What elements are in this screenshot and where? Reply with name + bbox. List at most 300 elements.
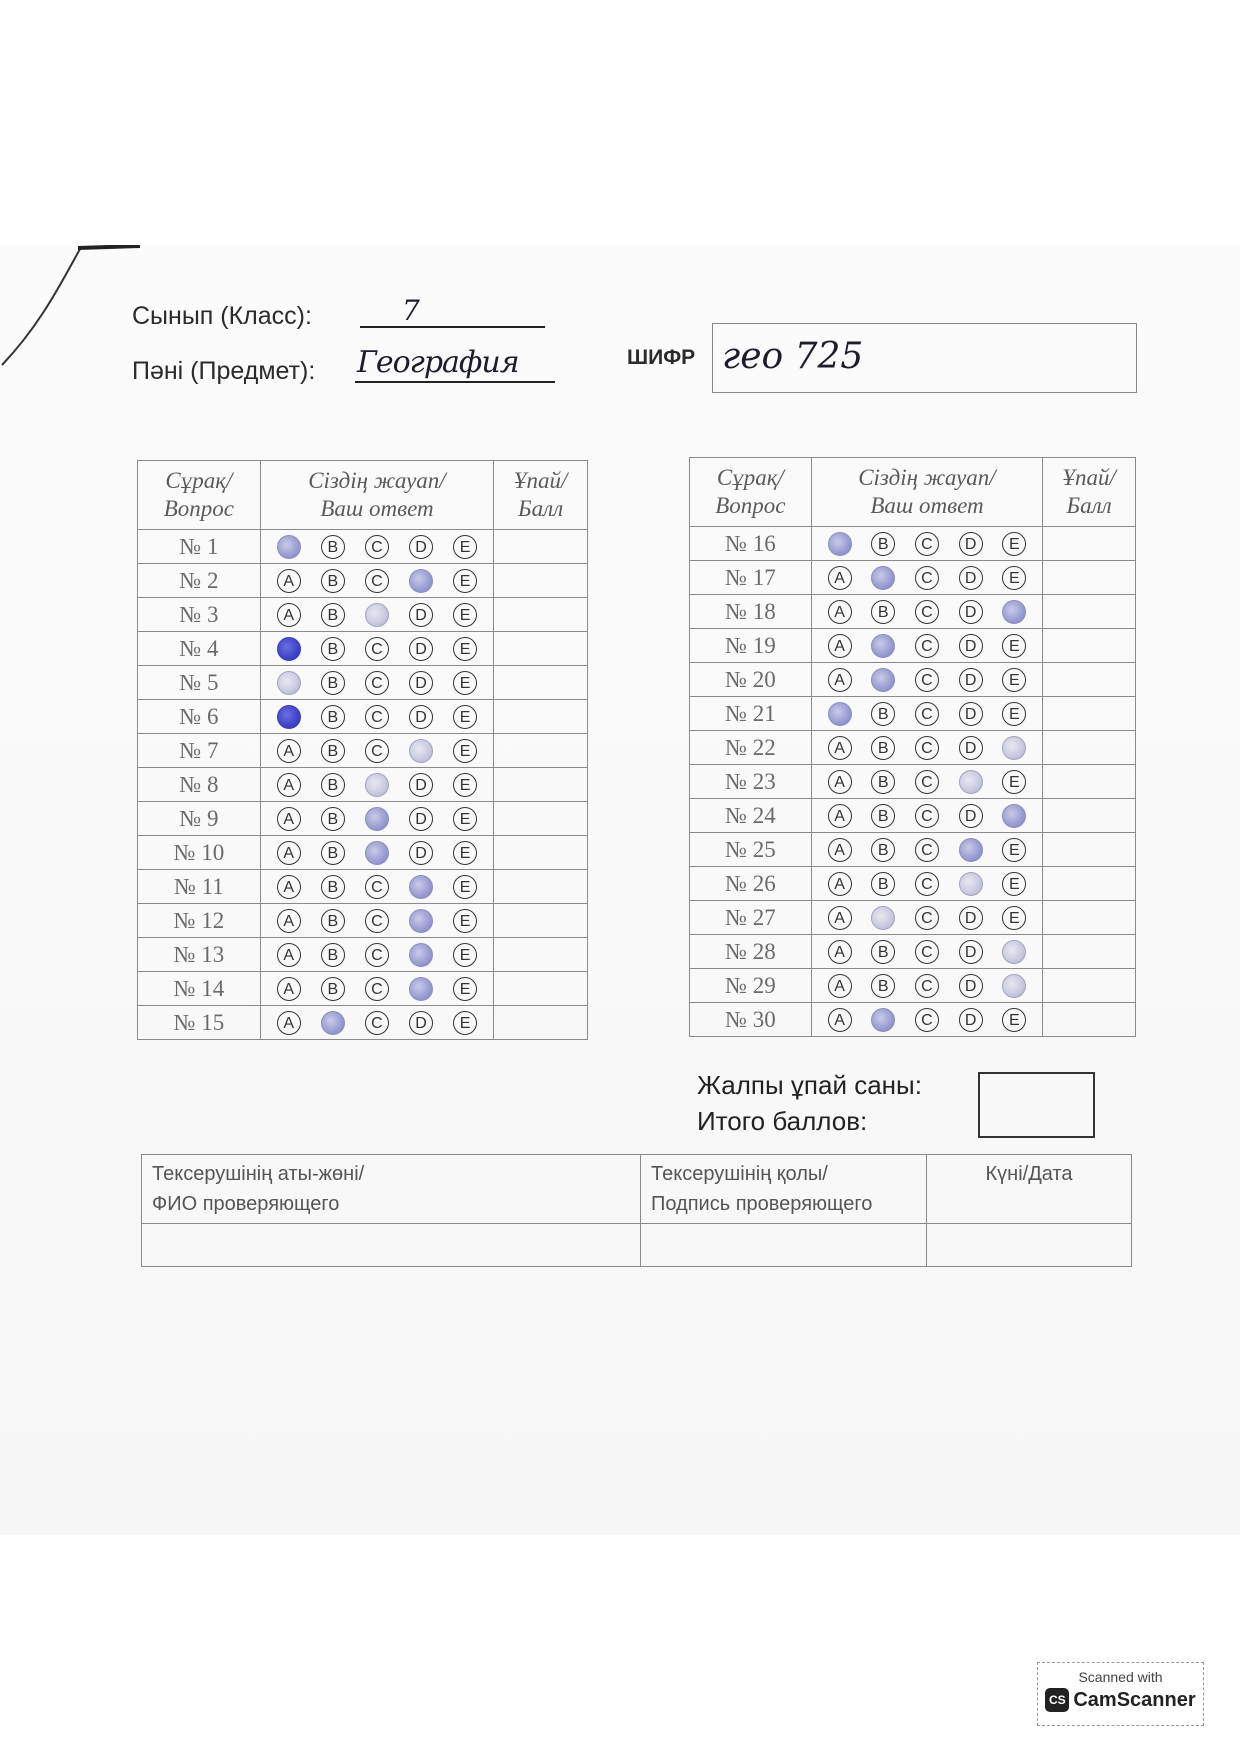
answer-options	[811, 663, 1042, 697]
score-column-header: Ұпай/ Балл	[494, 461, 588, 530]
answer-bubble-a[interactable]: A	[277, 909, 301, 933]
score-cell[interactable]	[1043, 833, 1136, 867]
answer-options	[811, 1003, 1042, 1037]
answer-bubble-e[interactable]: E	[1002, 770, 1026, 794]
answer-bubble-a[interactable]: A	[828, 974, 852, 998]
score-cell[interactable]	[1043, 561, 1136, 595]
answer-bubble-c[interactable]: C	[365, 1011, 389, 1035]
answer-bubble-b[interactable]: B	[321, 875, 345, 899]
table-row	[138, 802, 588, 836]
answer-bubble-c[interactable]: C	[915, 1008, 939, 1032]
answer-bubble-c[interactable]: C	[915, 770, 939, 794]
table-row	[690, 969, 1136, 1003]
question-number: № 22	[690, 731, 812, 765]
answer-bubble-a[interactable]: A	[828, 600, 852, 624]
answer-bubble-e[interactable]: E	[453, 705, 477, 729]
question-number: № 27	[690, 901, 812, 935]
table-row	[138, 870, 588, 904]
answer-bubble-b[interactable]: B	[321, 909, 345, 933]
question-number: № 17	[690, 561, 812, 595]
answer-bubble-e[interactable]: E	[453, 807, 477, 831]
answer-bubble-b[interactable]: B	[321, 943, 345, 967]
answer-bubble-b[interactable]: B	[321, 807, 345, 831]
checker-date-field[interactable]	[927, 1224, 1132, 1267]
table-row	[690, 561, 1136, 595]
table-header-row	[138, 461, 588, 530]
checker-signature-field[interactable]	[641, 1224, 927, 1267]
question-number: № 1	[138, 530, 261, 564]
answer-bubble-d[interactable]: D	[959, 804, 983, 828]
question-number: № 3	[138, 598, 261, 632]
cipher-value: гео 725	[722, 336, 864, 377]
answer-bubble-b[interactable]: B	[871, 770, 895, 794]
answer-bubble-c[interactable]: C	[365, 569, 389, 593]
question-column-header: Сұрақ/ Вопрос	[138, 461, 261, 530]
answer-bubble-d[interactable]: D	[959, 736, 983, 760]
answer-bubble-c[interactable]	[365, 603, 389, 627]
answer-bubble-b[interactable]: B	[321, 841, 345, 865]
answer-bubble-b[interactable]: B	[871, 872, 895, 896]
question-number: № 9	[138, 802, 261, 836]
answer-bubble-d[interactable]	[409, 977, 433, 1001]
score-cell[interactable]	[494, 904, 588, 938]
answer-options	[260, 836, 493, 870]
answer-bubble-e[interactable]: E	[1002, 668, 1026, 692]
answer-bubble-e[interactable]: E	[453, 977, 477, 1001]
answer-bubble-b[interactable]: B	[321, 569, 345, 593]
answer-bubble-e[interactable]	[1002, 600, 1026, 624]
answer-bubble-a[interactable]: A	[277, 977, 301, 1001]
answer-bubble-d[interactable]: D	[959, 566, 983, 590]
table-row	[138, 938, 588, 972]
score-cell[interactable]	[494, 938, 588, 972]
answer-bubble-e[interactable]: E	[453, 637, 477, 661]
answer-bubble-e[interactable]	[1002, 974, 1026, 998]
score-cell[interactable]	[494, 1006, 588, 1040]
total-label-ru: Итого баллов:	[697, 1106, 868, 1136]
answer-bubble-a[interactable]: A	[828, 566, 852, 590]
table-row	[690, 663, 1136, 697]
answer-bubble-a[interactable]: A	[828, 668, 852, 692]
question-number: № 19	[690, 629, 812, 663]
answer-bubble-e[interactable]: E	[1002, 566, 1026, 590]
answer-bubble-b[interactable]	[871, 668, 895, 692]
score-cell[interactable]	[1043, 935, 1136, 969]
answer-table-left	[137, 460, 588, 1040]
answer-bubble-e[interactable]: E	[453, 773, 477, 797]
answer-options	[811, 561, 1042, 595]
answer-bubble-e[interactable]: E	[1002, 838, 1026, 862]
answer-bubble-a[interactable]: A	[277, 569, 301, 593]
question-number: № 30	[690, 1003, 812, 1037]
answer-bubble-b[interactable]: B	[871, 702, 895, 726]
answer-bubble-a[interactable]	[828, 532, 852, 556]
answer-bubble-b[interactable]: B	[321, 739, 345, 763]
score-column-header: Ұпай/ Балл	[1043, 458, 1136, 527]
score-cell[interactable]	[494, 802, 588, 836]
score-cell[interactable]	[1043, 629, 1136, 663]
answer-bubble-b[interactable]: B	[871, 838, 895, 862]
score-cell[interactable]	[1043, 697, 1136, 731]
answer-options	[260, 564, 493, 598]
answer-bubble-d[interactable]: D	[959, 940, 983, 964]
answer-bubble-b[interactable]: B	[871, 940, 895, 964]
answer-bubble-a[interactable]	[277, 637, 301, 661]
answer-bubble-d[interactable]: D	[409, 705, 433, 729]
question-number: № 12	[138, 904, 261, 938]
answer-options	[811, 595, 1042, 629]
answer-bubble-e[interactable]: E	[1002, 702, 1026, 726]
answer-options	[260, 802, 493, 836]
score-cell[interactable]	[494, 700, 588, 734]
table-row	[690, 867, 1136, 901]
table-row	[138, 734, 588, 768]
answer-bubble-e[interactable]: E	[453, 671, 477, 695]
answer-bubble-e[interactable]	[1002, 940, 1026, 964]
table-row	[690, 799, 1136, 833]
table-row	[138, 768, 588, 802]
answer-bubble-c[interactable]: C	[915, 940, 939, 964]
answer-bubble-a[interactable]: A	[828, 770, 852, 794]
answer-bubble-a[interactable]	[828, 702, 852, 726]
answer-bubble-a[interactable]: A	[277, 739, 301, 763]
answer-bubble-b[interactable]: B	[321, 603, 345, 627]
answer-bubble-e[interactable]: E	[453, 739, 477, 763]
answer-bubble-c[interactable]: C	[915, 600, 939, 624]
table-row	[138, 836, 588, 870]
class-label: Сынып (Класс):	[132, 302, 312, 330]
subject-value: География	[357, 345, 519, 380]
answer-bubble-d[interactable]: D	[409, 637, 433, 661]
answer-bubble-d[interactable]: D	[409, 1011, 433, 1035]
table-row	[690, 1003, 1136, 1037]
score-cell[interactable]	[494, 768, 588, 802]
answer-bubble-e[interactable]: E	[453, 1011, 477, 1035]
question-number: № 14	[138, 972, 261, 1006]
answer-bubble-b[interactable]: B	[871, 804, 895, 828]
answer-bubble-a[interactable]: A	[277, 1011, 301, 1035]
answer-options	[260, 700, 493, 734]
answer-bubble-b[interactable]	[321, 1011, 345, 1035]
score-cell[interactable]	[494, 530, 588, 564]
answer-bubble-e[interactable]: E	[453, 943, 477, 967]
answer-bubble-c[interactable]: C	[365, 535, 389, 559]
answer-options	[811, 527, 1042, 561]
answer-bubble-a[interactable]: A	[828, 838, 852, 862]
answer-bubble-c[interactable]: C	[915, 634, 939, 658]
answer-bubble-c[interactable]: C	[365, 705, 389, 729]
answer-bubble-c[interactable]: C	[915, 804, 939, 828]
score-cell[interactable]	[494, 870, 588, 904]
answer-bubble-d[interactable]: D	[959, 1008, 983, 1032]
question-number: № 23	[690, 765, 812, 799]
answer-bubble-b[interactable]	[871, 1008, 895, 1032]
answer-bubble-a[interactable]: A	[277, 773, 301, 797]
table-row	[690, 765, 1136, 799]
answer-bubble-d[interactable]	[959, 770, 983, 794]
answer-bubble-d[interactable]	[409, 909, 433, 933]
answer-bubble-e[interactable]: E	[1002, 1008, 1026, 1032]
answer-options	[811, 697, 1042, 731]
table-row	[138, 564, 588, 598]
answer-bubble-a[interactable]	[277, 535, 301, 559]
table-row	[690, 697, 1136, 731]
checker-signature-header: Тексерушінің қолы/ Подпись проверяющего	[641, 1155, 927, 1224]
score-cell[interactable]	[1043, 799, 1136, 833]
answer-bubble-c[interactable]: C	[365, 875, 389, 899]
answer-options	[811, 731, 1042, 765]
answer-options	[811, 765, 1042, 799]
answer-bubble-d[interactable]: D	[409, 807, 433, 831]
question-number: № 2	[138, 564, 261, 598]
watermark-brand: CamScanner	[1073, 1688, 1196, 1711]
camscanner-watermark	[1037, 1662, 1204, 1726]
answer-bubble-d[interactable]: D	[959, 702, 983, 726]
answer-bubble-c[interactable]: C	[365, 977, 389, 1001]
question-number: № 16	[690, 527, 812, 561]
answer-bubble-a[interactable]: A	[828, 940, 852, 964]
score-cell[interactable]	[494, 564, 588, 598]
answer-bubble-c[interactable]: C	[365, 943, 389, 967]
table-row	[690, 833, 1136, 867]
answer-bubble-d[interactable]	[959, 872, 983, 896]
answer-bubble-a[interactable]: A	[828, 634, 852, 658]
question-number: № 26	[690, 867, 812, 901]
camscanner-logo-icon: CS	[1045, 1688, 1069, 1712]
answer-bubble-a[interactable]: A	[277, 943, 301, 967]
answer-options	[260, 632, 493, 666]
table-row	[138, 666, 588, 700]
answer-bubble-c[interactable]: C	[915, 566, 939, 590]
score-cell[interactable]	[494, 666, 588, 700]
answer-bubble-d[interactable]: D	[959, 600, 983, 624]
table-row	[138, 700, 588, 734]
question-number: № 20	[690, 663, 812, 697]
answer-bubble-c[interactable]: C	[915, 702, 939, 726]
answer-bubble-d[interactable]: D	[409, 535, 433, 559]
answer-options	[260, 598, 493, 632]
score-cell[interactable]	[1043, 969, 1136, 1003]
answer-bubble-d[interactable]: D	[409, 773, 433, 797]
question-number: № 10	[138, 836, 261, 870]
answer-bubble-c[interactable]	[365, 807, 389, 831]
subject-label: Пәні (Предмет):	[132, 357, 316, 385]
answer-bubble-a[interactable]: A	[828, 804, 852, 828]
score-cell[interactable]	[494, 972, 588, 1006]
answer-bubble-a[interactable]: A	[828, 736, 852, 760]
answer-bubble-e[interactable]: E	[1002, 634, 1026, 658]
question-number: № 13	[138, 938, 261, 972]
score-cell[interactable]	[1043, 1003, 1136, 1037]
answer-bubble-d[interactable]	[409, 875, 433, 899]
answer-bubble-d[interactable]	[959, 838, 983, 862]
watermark-text: Scanned with	[1078, 1669, 1163, 1685]
answer-bubble-b[interactable]	[871, 634, 895, 658]
question-number: № 6	[138, 700, 261, 734]
score-cell[interactable]	[1043, 595, 1136, 629]
answer-bubble-b[interactable]: B	[871, 736, 895, 760]
answer-bubble-b[interactable]	[871, 906, 895, 930]
table-row	[138, 1006, 588, 1040]
checker-name-field[interactable]	[142, 1224, 641, 1267]
table-row	[690, 935, 1136, 969]
score-cell[interactable]	[1043, 663, 1136, 697]
answer-bubble-e[interactable]: E	[453, 841, 477, 865]
answer-bubble-d[interactable]: D	[959, 668, 983, 692]
answer-bubble-e[interactable]	[1002, 736, 1026, 760]
checker-table	[141, 1154, 1132, 1267]
table-row	[138, 972, 588, 1006]
score-cell[interactable]	[494, 734, 588, 768]
answer-bubble-a[interactable]: A	[828, 906, 852, 930]
answer-bubble-c[interactable]	[365, 773, 389, 797]
answer-options	[260, 734, 493, 768]
answer-bubble-a[interactable]: A	[277, 807, 301, 831]
question-number: № 7	[138, 734, 261, 768]
table-row	[138, 598, 588, 632]
table-header-row	[690, 458, 1136, 527]
answer-options	[811, 969, 1042, 1003]
answer-bubble-c[interactable]: C	[915, 906, 939, 930]
answer-bubble-e[interactable]: E	[1002, 906, 1026, 930]
answer-bubble-c[interactable]: C	[915, 974, 939, 998]
checker-date-header: Күні/Дата	[927, 1155, 1132, 1224]
answer-bubble-d[interactable]: D	[959, 634, 983, 658]
question-number: № 24	[690, 799, 812, 833]
answer-bubble-b[interactable]: B	[871, 974, 895, 998]
answer-bubble-c[interactable]: C	[365, 671, 389, 695]
table-row	[690, 731, 1136, 765]
class-value: 7	[402, 294, 420, 327]
answer-bubble-b[interactable]	[871, 566, 895, 590]
answer-bubble-e[interactable]: E	[1002, 532, 1026, 556]
answer-options	[811, 935, 1042, 969]
table-row	[138, 530, 588, 564]
answer-options	[811, 901, 1042, 935]
answer-options	[260, 768, 493, 802]
answer-bubble-e[interactable]: E	[453, 909, 477, 933]
answer-bubble-c[interactable]: C	[915, 872, 939, 896]
answer-bubble-d[interactable]: D	[959, 974, 983, 998]
score-cell[interactable]	[1043, 527, 1136, 561]
cipher-label: ШИФР	[627, 346, 696, 369]
table-row	[690, 527, 1136, 561]
answer-bubble-b[interactable]: B	[871, 600, 895, 624]
answer-bubble-a[interactable]	[277, 705, 301, 729]
question-number: № 28	[690, 935, 812, 969]
answer-options	[260, 666, 493, 700]
score-cell[interactable]	[1043, 765, 1136, 799]
answer-bubble-e[interactable]: E	[453, 535, 477, 559]
question-number: № 11	[138, 870, 261, 904]
question-number: № 29	[690, 969, 812, 1003]
answer-column-header: Сіздің жауап/ Ваш ответ	[811, 458, 1042, 527]
answer-bubble-a[interactable]: A	[277, 603, 301, 627]
answer-bubble-c[interactable]: C	[365, 909, 389, 933]
answer-bubble-b[interactable]: B	[321, 705, 345, 729]
answer-options	[260, 1006, 493, 1040]
question-number: № 25	[690, 833, 812, 867]
score-cell[interactable]	[1043, 731, 1136, 765]
score-cell[interactable]	[1043, 901, 1136, 935]
answer-bubble-e[interactable]: E	[453, 875, 477, 899]
answer-bubble-b[interactable]: B	[321, 977, 345, 1001]
answer-bubble-b[interactable]: B	[321, 671, 345, 695]
answer-bubble-e[interactable]: E	[453, 569, 477, 593]
answer-bubble-c[interactable]	[365, 841, 389, 865]
answer-bubble-d[interactable]	[409, 569, 433, 593]
table-row	[690, 901, 1136, 935]
question-number: № 5	[138, 666, 261, 700]
answer-options	[260, 972, 493, 1006]
total-label-kz: Жалпы ұпай саны:	[697, 1070, 922, 1100]
question-number: № 4	[138, 632, 261, 666]
table-row	[138, 632, 588, 666]
answer-options	[811, 833, 1042, 867]
table-row	[690, 595, 1136, 629]
answer-bubble-c[interactable]: C	[915, 736, 939, 760]
answer-bubble-d[interactable]: D	[409, 603, 433, 627]
answer-options	[260, 870, 493, 904]
answer-options	[260, 904, 493, 938]
score-cell[interactable]	[494, 632, 588, 666]
question-number: № 18	[690, 595, 812, 629]
answer-table-right	[689, 457, 1136, 1037]
answer-bubble-a[interactable]: A	[277, 875, 301, 899]
answer-bubble-c[interactable]: C	[915, 532, 939, 556]
question-number: № 15	[138, 1006, 261, 1040]
question-number: № 8	[138, 768, 261, 802]
class-underline	[360, 300, 545, 328]
answer-options	[811, 629, 1042, 663]
answer-bubble-c[interactable]: C	[365, 637, 389, 661]
answer-bubble-c[interactable]: C	[915, 668, 939, 692]
answer-bubble-d[interactable]: D	[409, 841, 433, 865]
answer-column-header: Сіздің жауап/ Ваш ответ	[260, 461, 493, 530]
answer-bubble-a[interactable]	[277, 671, 301, 695]
answer-bubble-d[interactable]	[409, 739, 433, 763]
answer-options	[811, 867, 1042, 901]
answer-bubble-b[interactable]: B	[321, 535, 345, 559]
total-score-box[interactable]	[978, 1072, 1095, 1138]
answer-bubble-b[interactable]: B	[871, 532, 895, 556]
answer-bubble-b[interactable]: B	[321, 637, 345, 661]
answer-bubble-d[interactable]: D	[959, 532, 983, 556]
answer-options	[260, 530, 493, 564]
answer-bubble-e[interactable]: E	[453, 603, 477, 627]
answer-bubble-a[interactable]: A	[277, 841, 301, 865]
checker-name-header: Тексерушінің аты-жөні/ ФИО проверяющего	[142, 1155, 641, 1224]
answer-options	[260, 938, 493, 972]
answer-bubble-d[interactable]: D	[409, 671, 433, 695]
answer-bubble-e[interactable]: E	[1002, 872, 1026, 896]
answer-bubble-c[interactable]: C	[915, 838, 939, 862]
answer-bubble-a[interactable]: A	[828, 1008, 852, 1032]
answer-bubble-d[interactable]	[409, 943, 433, 967]
answer-options	[811, 799, 1042, 833]
answer-bubble-b[interactable]: B	[321, 773, 345, 797]
score-cell[interactable]	[494, 598, 588, 632]
answer-bubble-e[interactable]	[1002, 804, 1026, 828]
table-row	[690, 629, 1136, 663]
question-column-header: Сұрақ/ Вопрос	[690, 458, 812, 527]
answer-bubble-d[interactable]: D	[959, 906, 983, 930]
answer-bubble-c[interactable]: C	[365, 739, 389, 763]
score-cell[interactable]	[1043, 867, 1136, 901]
answer-bubble-a[interactable]: A	[828, 872, 852, 896]
score-cell[interactable]	[494, 836, 588, 870]
table-row	[138, 904, 588, 938]
